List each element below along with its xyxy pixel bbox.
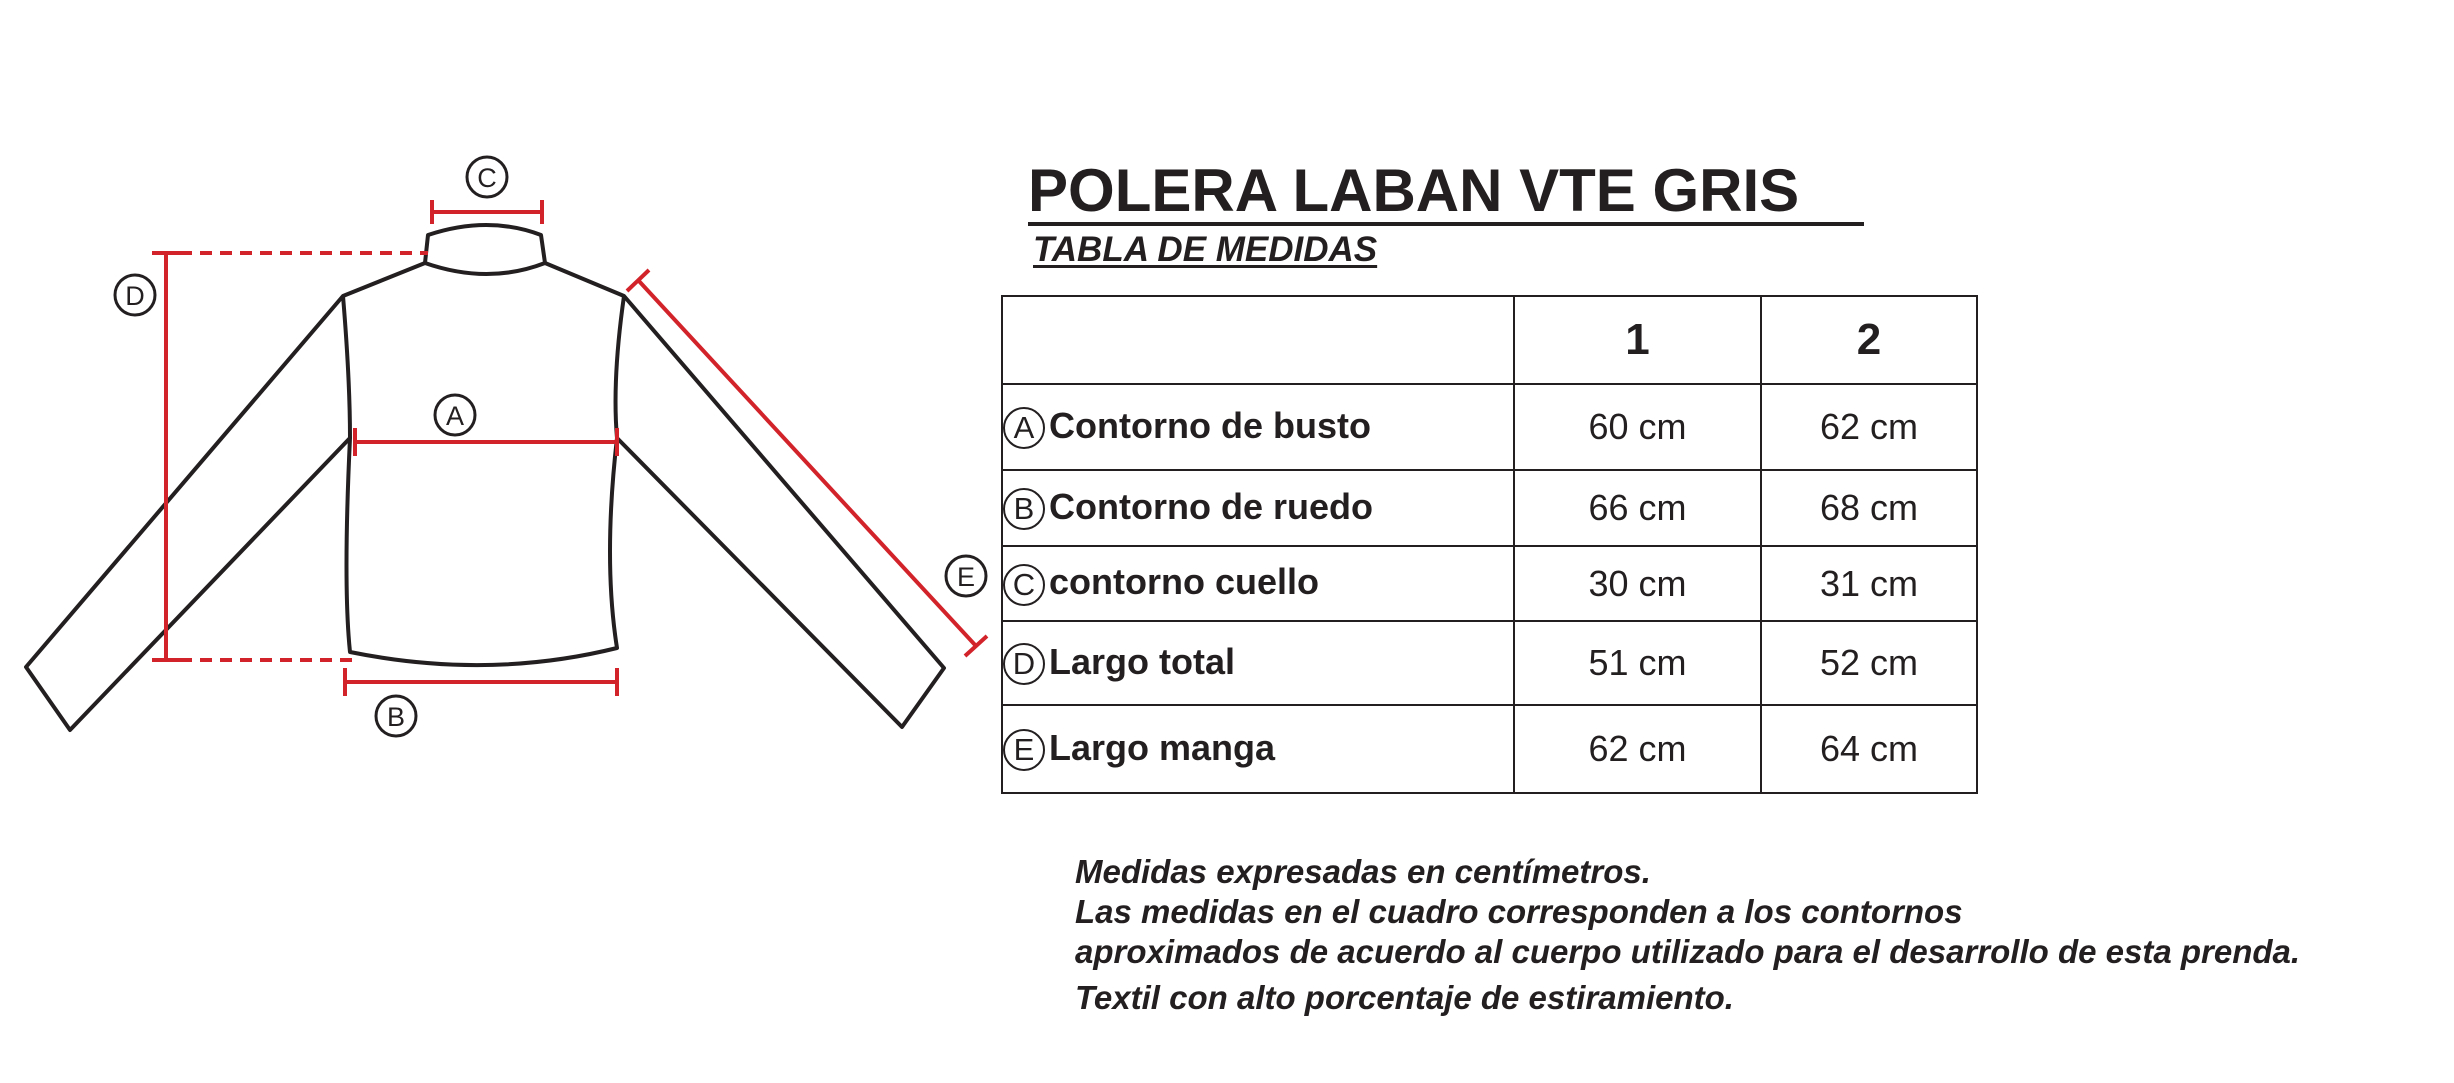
marker-e (946, 556, 986, 596)
header-size-1: 1 (1514, 296, 1761, 384)
header-size-2: 2 (1761, 296, 1977, 384)
svg-text:B: B (386, 702, 406, 732)
row-label: Largo total (1049, 640, 1235, 682)
row-value-size-1: 30 cm (1514, 546, 1761, 621)
size-table (1001, 295, 1978, 794)
measurement-notes (1075, 852, 2300, 1018)
table-row (1002, 705, 1977, 793)
table-row (1002, 470, 1977, 546)
header-empty-cell (1002, 296, 1514, 384)
table-row (1002, 384, 1977, 470)
table-row (1002, 621, 1977, 705)
row-label-cell (1002, 546, 1514, 621)
row-value-size-1: 66 cm (1514, 470, 1761, 546)
row-value-size-2: 64 cm (1761, 705, 1977, 793)
row-label-cell (1002, 705, 1514, 793)
row-value-size-1: 51 cm (1514, 621, 1761, 705)
garment-diagram (0, 0, 1000, 800)
armhole-seams (343, 296, 624, 438)
row-value-size-2: 68 cm (1761, 470, 1977, 546)
table-row (1002, 546, 1977, 621)
row-label-cell (1002, 384, 1514, 470)
table-subtitle: TABLA DE MEDIDAS (1033, 230, 1378, 269)
svg-text:C: C (477, 163, 497, 193)
row-value-size-1: 62 cm (1514, 705, 1761, 793)
marker-d-badge: D (1003, 643, 1045, 685)
row-value-size-2: 31 cm (1761, 546, 1977, 621)
marker-b-badge: B (1003, 488, 1045, 530)
row-label-cell (1002, 621, 1514, 705)
marker-e-badge: E (1003, 729, 1045, 771)
marker-b (376, 696, 416, 736)
svg-text:E: E (956, 562, 976, 592)
svg-text:A: A (445, 401, 465, 431)
measure-line-e (638, 280, 976, 646)
marker-d (115, 275, 155, 315)
marker-a-badge: A (1003, 407, 1045, 449)
sweater-outline (26, 225, 944, 730)
row-label: Contorno de busto (1049, 404, 1371, 446)
note-line: Las medidas en el cuadro corresponden a los contornos (1075, 893, 1963, 930)
collar-outline (425, 225, 545, 274)
note-line: Medidas expresadas en centímetros. (1075, 853, 1651, 890)
row-label-cell (1002, 470, 1514, 546)
row-label: Largo manga (1049, 726, 1276, 768)
table-header-row (1002, 296, 1977, 384)
note-line: aproximados de acuerdo al cuerpo utilizado para el desarrollo de esta prenda. (1075, 933, 2301, 970)
row-value-size-2: 62 cm (1761, 384, 1977, 470)
row-value-size-2: 52 cm (1761, 621, 1977, 705)
marker-c-badge: C (1003, 564, 1045, 606)
product-title: POLERA LABAN VTE GRIS (1028, 160, 1864, 226)
marker-a (435, 395, 475, 435)
svg-text:D: D (125, 281, 145, 311)
row-label: Contorno de ruedo (1049, 485, 1373, 527)
marker-c (467, 157, 507, 197)
row-value-size-1: 60 cm (1514, 384, 1761, 470)
row-label: contorno cuello (1049, 561, 1319, 603)
note-line: Textil con alto porcentaje de estiramiento. (1075, 979, 1734, 1016)
